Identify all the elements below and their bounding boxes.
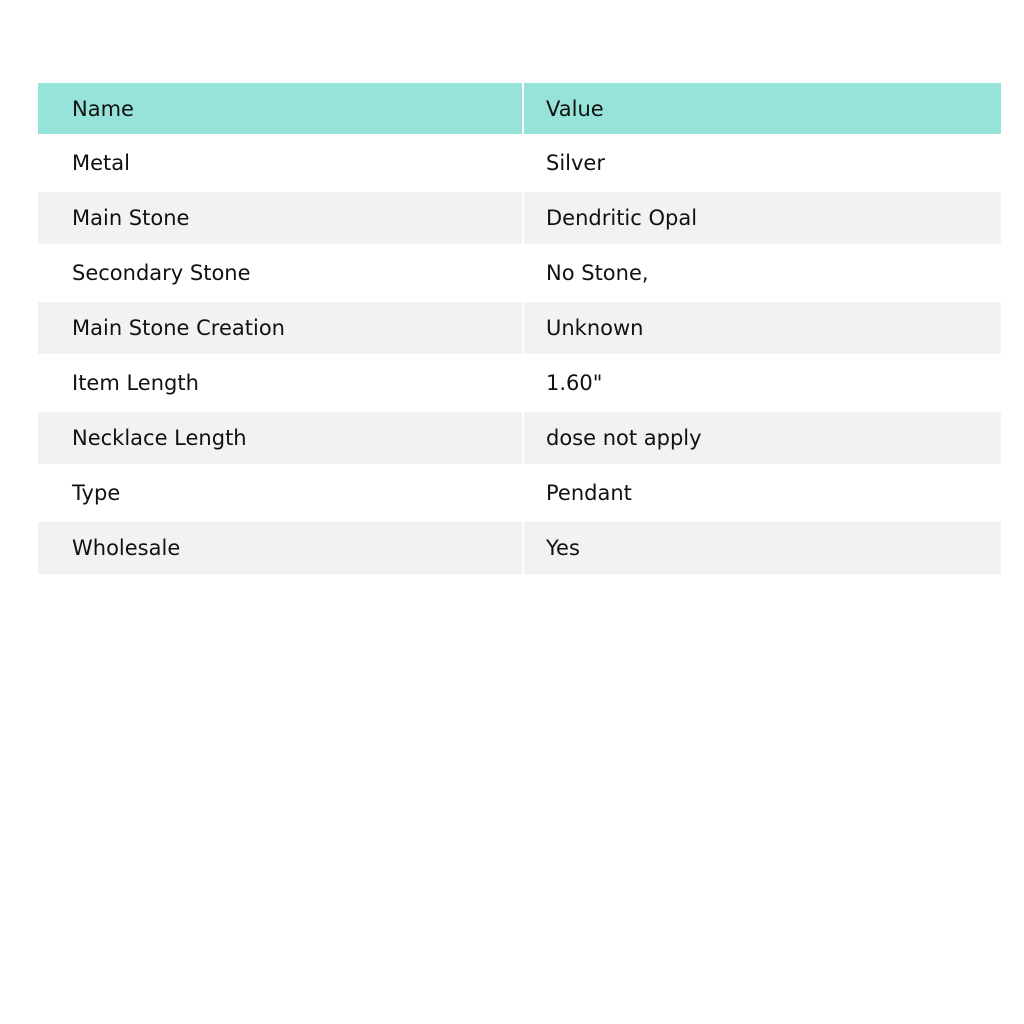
- row-value-cell: Yes: [523, 522, 1001, 574]
- row-name-cell: Wholesale: [38, 522, 523, 574]
- row-name-cell: Metal: [38, 134, 523, 192]
- table-row: [38, 302, 1001, 354]
- row-value-cell: Silver: [523, 134, 1001, 192]
- row-value-cell: Pendant: [523, 464, 1001, 522]
- row-value-cell: 1.60": [523, 354, 1001, 412]
- table-header: [38, 83, 1001, 134]
- row-name-cell: Main Stone: [38, 192, 523, 244]
- row-name-cell: Type: [38, 464, 523, 522]
- product-specs-table: [38, 83, 1001, 574]
- row-value-cell: No Stone,: [523, 244, 1001, 302]
- table-row: [38, 354, 1001, 412]
- row-name-cell: Necklace Length: [38, 412, 523, 464]
- row-name-cell: Secondary Stone: [38, 244, 523, 302]
- table-body: [38, 134, 1001, 574]
- table-row: [38, 244, 1001, 302]
- table-row: [38, 464, 1001, 522]
- column-header-name: Name: [38, 83, 523, 134]
- row-value-cell: Unknown: [523, 302, 1001, 354]
- row-name-cell: Main Stone Creation: [38, 302, 523, 354]
- table-row: [38, 192, 1001, 244]
- table-header-row: [38, 83, 1001, 134]
- row-value-cell: dose not apply: [523, 412, 1001, 464]
- table-row: [38, 522, 1001, 574]
- table-row: [38, 412, 1001, 464]
- row-name-cell: Item Length: [38, 354, 523, 412]
- table-row: [38, 134, 1001, 192]
- column-header-value: Value: [523, 83, 1001, 134]
- row-value-cell: Dendritic Opal: [523, 192, 1001, 244]
